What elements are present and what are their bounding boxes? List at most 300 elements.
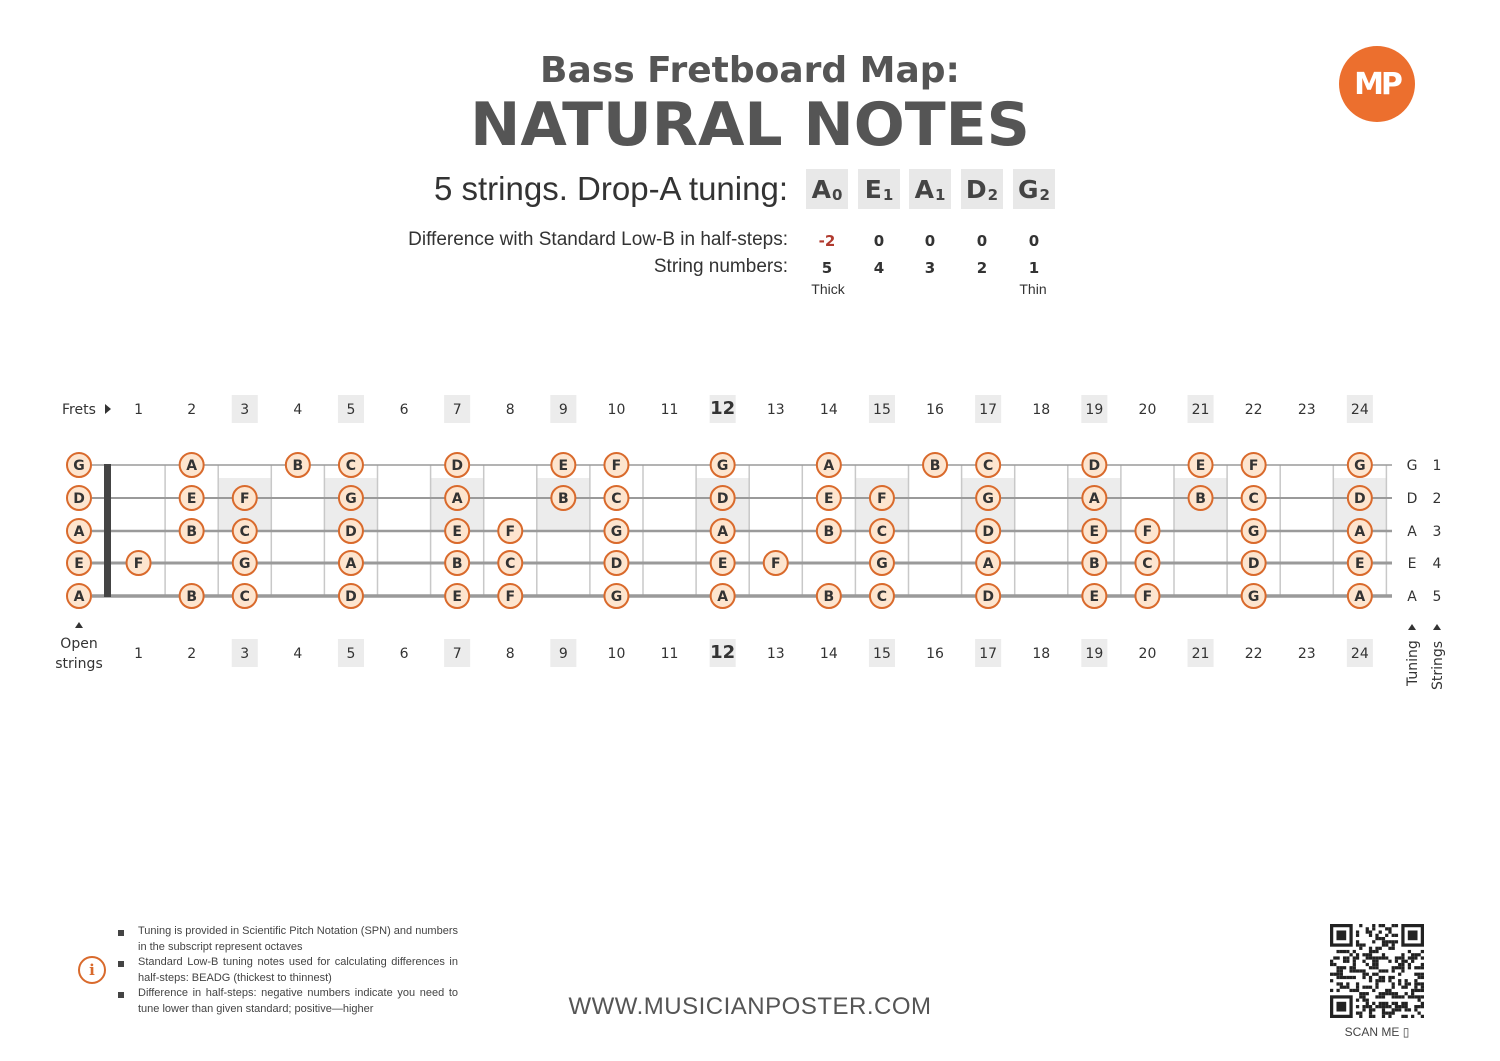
tuning-octave: 2 [987, 186, 999, 204]
qr-module [1405, 1015, 1408, 1018]
qr-module [1411, 953, 1414, 956]
fret-number: 13 [766, 402, 785, 418]
note-label: A [982, 556, 994, 572]
fret-number: 15 [873, 402, 891, 418]
qr-module [1372, 1015, 1375, 1018]
tuning-note-box [1013, 169, 1055, 209]
tuning-octave: 2 [1039, 186, 1050, 204]
qr-module [1405, 979, 1408, 982]
qr-module [1336, 982, 1339, 985]
qr-module [1398, 995, 1401, 998]
qr-module [1379, 937, 1382, 940]
note-label: C [1142, 556, 1153, 572]
qr-module [1356, 989, 1359, 992]
qr-module [1362, 1008, 1365, 1011]
note-label: E [74, 556, 84, 572]
qr-module [1408, 950, 1411, 953]
qr-module [1362, 995, 1365, 998]
qr-module [1369, 976, 1372, 979]
qr-module [1336, 966, 1339, 969]
qr-module [1362, 969, 1365, 972]
qr-module [1379, 1002, 1382, 1005]
qr-module [1366, 999, 1369, 1002]
string-number-value: 5 [821, 259, 833, 277]
qr-module [1375, 979, 1378, 982]
qr-module [1398, 963, 1401, 966]
qr-module [1372, 960, 1375, 963]
qr-module [1340, 986, 1343, 989]
note-label: D [451, 458, 463, 474]
qr-module [1372, 1002, 1375, 1005]
qr-module [1408, 995, 1411, 998]
qr-module [1392, 982, 1395, 985]
qr-module [1353, 969, 1356, 972]
fret-number: 19 [1085, 646, 1104, 662]
qr-module [1366, 963, 1369, 966]
qr-module [1362, 1005, 1365, 1008]
qr-module [1418, 973, 1421, 976]
qr-module [1385, 1012, 1388, 1015]
qr-module [1330, 960, 1333, 963]
qr-module [1359, 1015, 1362, 1018]
note-label: F [133, 556, 144, 572]
note-label: A [717, 589, 729, 605]
qr-module [1362, 986, 1365, 989]
qr-module [1343, 956, 1346, 959]
difference-value: 0 [976, 232, 988, 250]
qr-module [1418, 953, 1421, 956]
qr-module [1369, 934, 1372, 937]
qr-module [1418, 1005, 1421, 1008]
qr-module [1421, 950, 1424, 953]
note-label: F [770, 556, 781, 572]
qr-module [1356, 999, 1359, 1002]
note-label: F [877, 491, 887, 507]
qr-module [1343, 960, 1346, 963]
qr-module [1346, 956, 1349, 959]
tuning-octave: 0 [831, 186, 843, 204]
qr-module [1421, 1005, 1424, 1008]
qr-module [1414, 953, 1417, 956]
note-label: D [345, 524, 357, 540]
qr-module [1366, 1002, 1369, 1005]
note-label: B [186, 524, 197, 540]
fret-number: 23 [1297, 646, 1316, 662]
qr-module [1372, 966, 1375, 969]
page-title: NATURAL NOTES [470, 90, 1030, 160]
qr-module [1343, 966, 1346, 969]
fret-number: 4 [293, 646, 303, 662]
note-label: E [452, 524, 462, 540]
qr-module [1418, 995, 1421, 998]
qr-module [1349, 976, 1352, 979]
note-label: G [345, 491, 357, 507]
qr-module [1379, 969, 1382, 972]
note-label: E [1195, 458, 1206, 474]
qr-module [1401, 1005, 1404, 1008]
qr-module [1366, 930, 1369, 933]
qr-module [1375, 986, 1378, 989]
qr-module [1395, 924, 1398, 927]
qr-module [1340, 976, 1343, 979]
string-number-label: 1 [1432, 458, 1442, 474]
qr-module [1369, 953, 1372, 956]
fret-number: 20 [1138, 402, 1157, 418]
qr-module [1369, 1008, 1372, 1011]
fret-number: 14 [819, 402, 838, 418]
qr-module [1385, 940, 1388, 943]
qr-module [1382, 940, 1385, 943]
qr-module [1411, 1015, 1414, 1018]
qr-module [1372, 973, 1375, 976]
qr-module [1401, 953, 1404, 956]
qr-module [1395, 995, 1398, 998]
note-label: B [558, 491, 569, 507]
qr-module [1382, 1005, 1385, 1008]
qr-module [1330, 979, 1333, 982]
qr-module [1356, 956, 1359, 959]
website-url[interactable]: WWW.MUSICIANPOSTER.COM [568, 993, 932, 1020]
string-number-label: 2 [1432, 491, 1442, 507]
note-label: D [1247, 556, 1260, 572]
qr-module [1408, 966, 1411, 969]
qr-module [1336, 1002, 1346, 1012]
qr-module [1362, 973, 1365, 976]
fret-number: 1 [134, 646, 144, 662]
qr-module [1382, 969, 1385, 972]
qr-module [1359, 943, 1362, 946]
fret-number: 11 [660, 646, 679, 662]
difference-value: 0 [924, 232, 936, 250]
string-number-label: 5 [1432, 589, 1442, 605]
qr-module [1340, 982, 1343, 985]
qr-module [1375, 1005, 1378, 1008]
fret-number: 4 [293, 402, 303, 418]
qr-module [1395, 960, 1398, 963]
string-number-value: 4 [873, 259, 885, 277]
qr-module [1414, 1008, 1417, 1011]
qr-module [1385, 1005, 1388, 1008]
note-label: C [239, 589, 250, 605]
qr-module [1382, 1008, 1385, 1011]
strings-axis-label: Strings [1430, 640, 1446, 690]
qr-module [1356, 1012, 1359, 1015]
qr-module [1359, 1012, 1362, 1015]
qr-module [1411, 989, 1414, 992]
qr-module [1392, 1012, 1395, 1015]
qr-module [1405, 982, 1408, 985]
note-label: D [716, 491, 729, 507]
qr-module [1343, 950, 1346, 953]
fret-number: 22 [1244, 402, 1263, 418]
note-label: F [1142, 524, 1153, 540]
qr-module [1418, 999, 1421, 1002]
qr-module [1375, 947, 1378, 950]
note-label: F [1142, 589, 1153, 605]
qr-code[interactable] [1330, 924, 1424, 1018]
footer-note: Standard Low-B tuning notes used for calculating differences in half-steps: BEADG (thickest to thinnest) [118, 955, 458, 986]
qr-module [1414, 989, 1417, 992]
fret-number: 17 [979, 402, 998, 418]
qr-module [1382, 1015, 1385, 1018]
qr-module [1330, 973, 1333, 976]
qr-module [1346, 986, 1349, 989]
tuning-note: A [914, 174, 934, 204]
qr-module [1375, 982, 1378, 985]
qr-module [1349, 953, 1352, 956]
qr-module [1411, 995, 1414, 998]
note-label: F [239, 491, 250, 507]
thin-label: Thin [1019, 281, 1047, 297]
qr-module [1372, 1008, 1375, 1011]
qr-module [1392, 1002, 1395, 1005]
qr-module [1395, 1002, 1398, 1005]
qr-module [1382, 924, 1385, 927]
qr-module [1401, 956, 1404, 959]
note-label: G [716, 458, 729, 474]
qr-module [1359, 995, 1362, 998]
difference-value: -2 [818, 232, 836, 250]
qr-module [1395, 992, 1398, 995]
fret-number: 19 [1085, 402, 1104, 418]
fret-number: 10 [607, 646, 626, 662]
string-number-value: 2 [976, 259, 988, 277]
qr-module [1392, 969, 1395, 972]
qr-module [1418, 982, 1421, 985]
qr-module [1356, 940, 1359, 943]
qr-module [1336, 976, 1339, 979]
qr-module [1375, 956, 1378, 959]
qr-module [1385, 1002, 1388, 1005]
note-label: G [73, 458, 85, 474]
qr-module [1421, 976, 1424, 979]
qr-module [1353, 960, 1356, 963]
qr-module [1392, 986, 1395, 989]
note-label: A [451, 491, 463, 507]
nut [104, 464, 111, 597]
qr-module [1375, 973, 1378, 976]
note-label: C [505, 556, 516, 572]
note-label: E [1355, 556, 1365, 572]
note-label: F [611, 458, 622, 474]
qr-module [1349, 969, 1352, 972]
logo-text: MP [1354, 66, 1400, 102]
note-label: E [1089, 524, 1100, 540]
qr-module [1392, 1008, 1395, 1011]
qr-module [1405, 986, 1408, 989]
fret-number: 6 [399, 646, 409, 662]
qr-module [1398, 979, 1401, 982]
fret-number: 5 [346, 402, 356, 418]
fret-number: 22 [1244, 646, 1263, 662]
qr-module [1388, 1005, 1391, 1008]
qr-module [1346, 976, 1349, 979]
qr-module [1421, 956, 1424, 959]
qr-module [1343, 976, 1346, 979]
string-number-value: 3 [924, 259, 936, 277]
qr-module [1336, 930, 1346, 940]
note-label: D [982, 524, 994, 540]
qr-module [1372, 950, 1375, 953]
qr-module [1369, 1005, 1372, 1008]
note-label: G [982, 491, 994, 507]
note-label: G [876, 556, 888, 572]
fret-number: 12 [710, 398, 736, 419]
qr-module [1356, 969, 1359, 972]
qr-module [1385, 956, 1388, 959]
qr-module [1362, 992, 1365, 995]
qr-module [1392, 947, 1395, 950]
qr-module [1401, 1015, 1404, 1018]
qr-module [1395, 1008, 1398, 1011]
note-label: E [717, 556, 728, 572]
fret-number: 9 [558, 646, 568, 662]
qr-module [1418, 976, 1421, 979]
qr-module [1382, 937, 1385, 940]
note-label: E [1089, 589, 1100, 605]
note-label: E [558, 458, 569, 474]
tuning-note-box [858, 169, 900, 209]
qr-module [1405, 960, 1408, 963]
qr-module [1379, 1005, 1382, 1008]
qr-module [1421, 995, 1424, 998]
note-label: E [186, 491, 197, 507]
qr-module [1385, 969, 1388, 972]
scan-me-text: SCAN ME [1344, 1025, 1400, 1039]
qr-module [1392, 924, 1395, 927]
qr-module [1336, 989, 1339, 992]
qr-module [1366, 956, 1369, 959]
string-number-value: 1 [1028, 259, 1040, 277]
fretboard-diagram [0, 380, 1500, 700]
note-label: B [929, 458, 941, 474]
fret-number: 20 [1138, 646, 1157, 662]
note-label: B [823, 589, 835, 605]
qr-module [1398, 1005, 1401, 1008]
note-label: C [239, 524, 250, 540]
note-label: A [1088, 491, 1100, 507]
qr-module [1356, 943, 1359, 946]
qr-module [1336, 950, 1339, 953]
note-label: E [824, 491, 834, 507]
qr-module [1414, 956, 1417, 959]
qr-module [1333, 956, 1336, 959]
qr-module [1375, 934, 1378, 937]
page-subtitle: Bass Fretboard Map: [540, 50, 960, 91]
qr-module [1408, 930, 1418, 940]
qr-module [1398, 1008, 1401, 1011]
qr-module [1366, 1005, 1369, 1008]
fret-number: 17 [979, 646, 998, 662]
note-label: C [1248, 491, 1259, 507]
fret-number: 7 [452, 646, 462, 662]
note-label: G [1247, 524, 1260, 540]
qr-module [1401, 1002, 1404, 1005]
note-label: B [1195, 491, 1206, 507]
qr-module [1369, 1012, 1372, 1015]
qr-module [1372, 927, 1375, 930]
string-number-label: 4 [1432, 556, 1442, 572]
qr-module [1369, 956, 1372, 959]
qr-module [1388, 976, 1391, 979]
qr-module [1375, 966, 1378, 969]
qr-module [1356, 934, 1359, 937]
qr-module [1382, 976, 1385, 979]
qr-module [1395, 966, 1398, 969]
note-label: D [345, 589, 357, 605]
qr-module [1421, 963, 1424, 966]
note-label: C [983, 458, 994, 474]
qr-module [1385, 989, 1388, 992]
qr-module [1369, 966, 1372, 969]
fret-number: 3 [240, 402, 250, 418]
qr-module [1369, 950, 1372, 953]
qr-module [1372, 989, 1375, 992]
qr-module [1421, 986, 1424, 989]
qr-module [1414, 995, 1417, 998]
string-tuning-label: G [1406, 458, 1418, 474]
tuning-note: A [811, 174, 831, 204]
qr-module [1392, 992, 1395, 995]
tuning-octave: 1 [934, 186, 946, 204]
qr-module [1375, 960, 1378, 963]
qr-module [1385, 934, 1388, 937]
qr-module [1418, 966, 1421, 969]
qr-module [1388, 940, 1391, 943]
note-label: F [505, 589, 516, 605]
string-tuning-label: A [1407, 524, 1417, 540]
qr-module [1359, 947, 1362, 950]
qr-module [1359, 969, 1362, 972]
fret-number: 2 [187, 402, 197, 418]
phone-icon: ▯ [1402, 1025, 1410, 1039]
qr-module [1369, 979, 1372, 982]
qr-module [1401, 969, 1404, 972]
qr-module [1369, 947, 1372, 950]
qr-module [1382, 995, 1385, 998]
qr-module [1408, 1008, 1411, 1011]
qr-module [1333, 963, 1336, 966]
qr-module [1388, 1015, 1391, 1018]
fret-number: 9 [558, 402, 568, 418]
qr-module [1382, 1002, 1385, 1005]
qr-module [1333, 973, 1336, 976]
qr-module [1366, 992, 1369, 995]
string-number-label: 3 [1432, 524, 1442, 540]
tuning-note: D [965, 174, 987, 204]
qr-module [1356, 986, 1359, 989]
note-label: C [876, 524, 888, 540]
qr-module [1414, 966, 1417, 969]
note-label: G [1247, 589, 1260, 605]
note-label: E [452, 589, 462, 605]
qr-module [1379, 995, 1382, 998]
qr-module [1421, 1015, 1424, 1018]
qr-module [1421, 1002, 1424, 1005]
qr-module [1356, 982, 1359, 985]
qr-module [1379, 924, 1382, 927]
qr-module [1395, 956, 1398, 959]
qr-module [1349, 966, 1352, 969]
string-numbers-label: String numbers: [653, 256, 788, 277]
qr-module [1388, 992, 1391, 995]
note-label: A [186, 458, 198, 474]
qr-module [1330, 963, 1333, 966]
qr-module [1375, 995, 1378, 998]
difference-label: Difference with Standard Low-B in half-steps: [408, 229, 788, 250]
qr-module [1372, 924, 1375, 927]
fret-number: 15 [873, 646, 891, 662]
